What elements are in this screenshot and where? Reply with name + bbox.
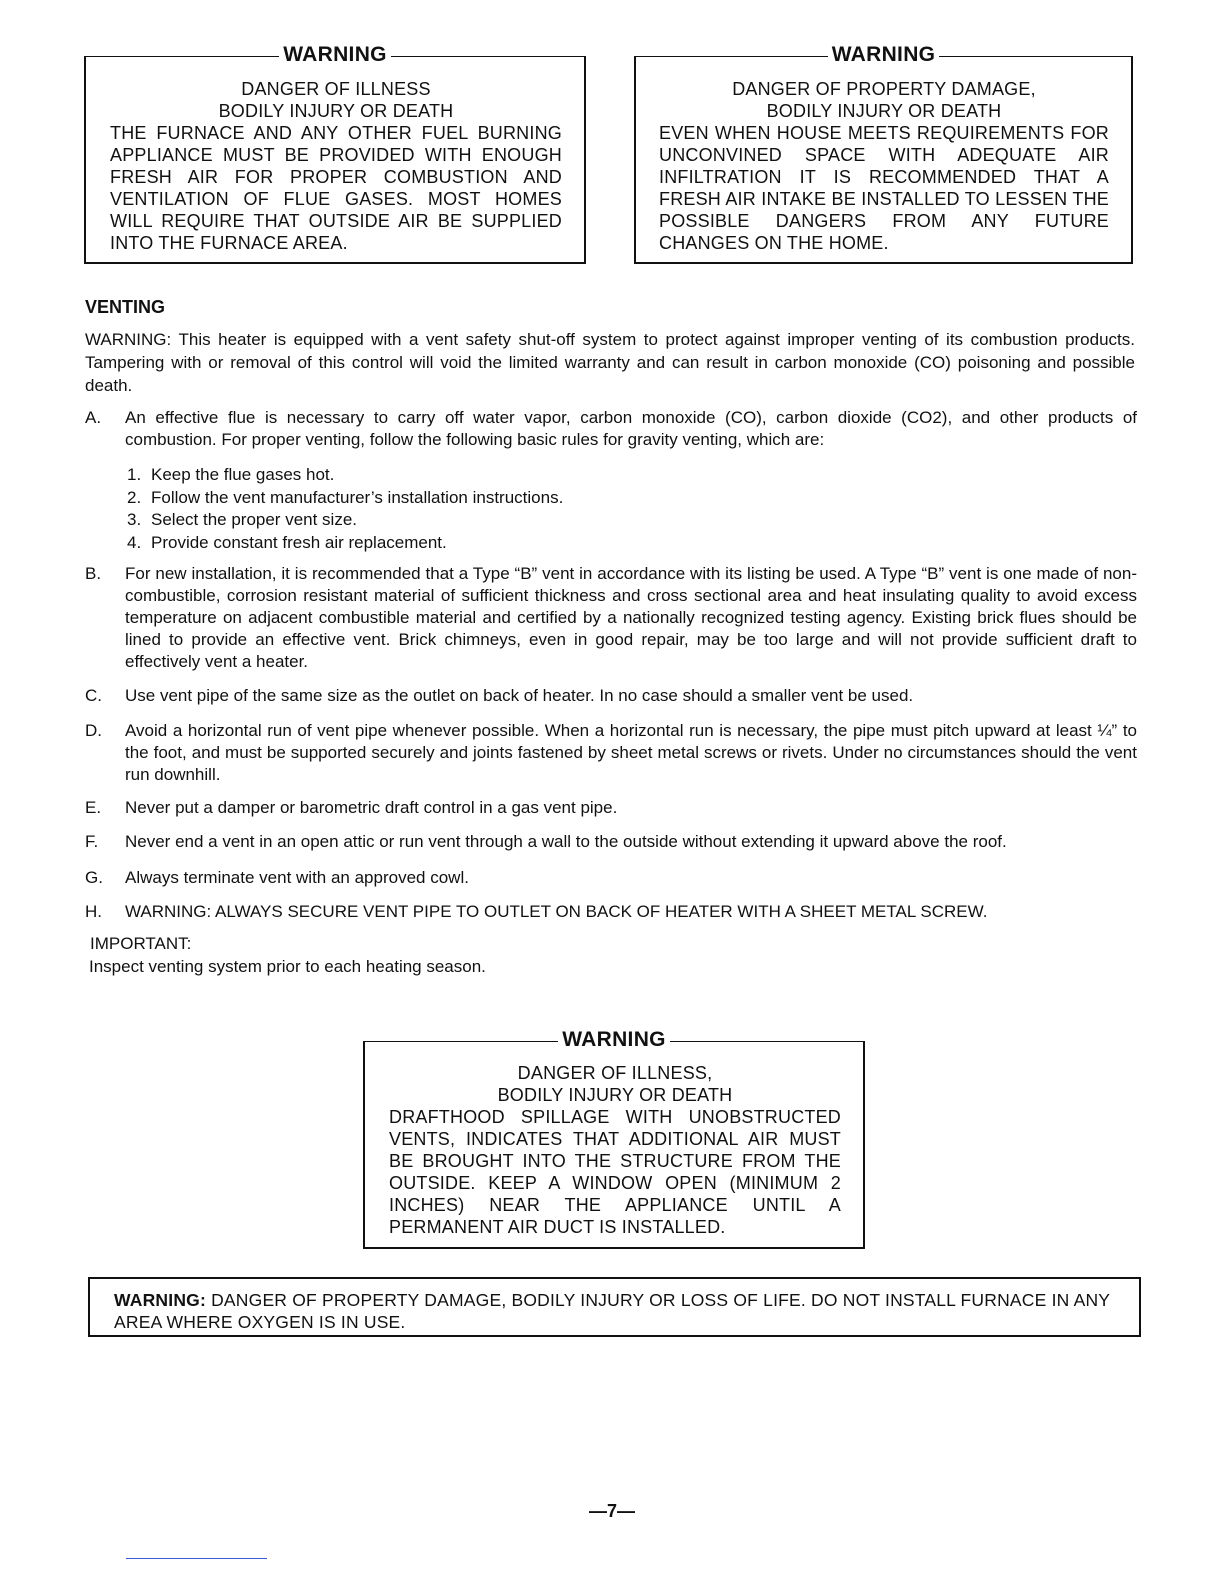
venting-warning-paragraph: WARNING: This heater is equipped with a vent safety shut-off system to protect against improper venting of its combustion products. Tampering with or removal of this control will void the limited warranty and can result in carbon monoxide (CO) poisoning and possible death. <box>85 330 1135 395</box>
list-text: Avoid a horizontal run of vent pipe whenever possible. When a horizontal run is necessary, the pipe must pitch upward at least ¼” to the foot, and must be supported securely and joints fastened by sheet metal screws or rivets. Under no circumstances should the vent run downhill. <box>125 721 1137 784</box>
list-letter: B. <box>85 564 102 583</box>
list-letter: D. <box>85 721 102 740</box>
warning-box-oxygen <box>88 1277 1141 1337</box>
warning-box-drafthood <box>363 1028 865 1249</box>
sub-list-item: 3. Select the proper vent size. <box>127 510 358 529</box>
page-number: —7— <box>588 1501 635 1521</box>
list-text: For new installation, it is recommended that a Type “B” vent in accordance with its listing be used. A Type “B” vent is one made of non-combustible, corrosion resistant material of sufficient thickness and cross sectional area and heat insulating quality to avoid excess temperature on adjacent combustible material and certified by a nationally recognized testing agency. Existing brick flues should be lined to provide an effective vent. Brick chimneys, even in good repair, may be too large and will not provide sufficient draft to effectively vent a heater. <box>125 564 1137 671</box>
sub-list-item: 2. Follow the vent manufacturer’s installation instructions. <box>127 487 564 507</box>
divider <box>126 1558 267 1559</box>
list-letter: C. <box>85 686 102 705</box>
warning-body: THE FURNACE AND ANY OTHER FUEL BURNING APPLIANCE MUST BE PROVIDED WITH ENOUGH FRESH AIR FOR PROPER COMBUSTION AND VENTILATION OF FLUE GASES. MOST HOMES WILL REQUIRE THAT OUTSIDE AIR BE SUPPLIED INTO THE FURNACE AREA. <box>110 123 562 253</box>
warning-subtitle: DANGER OF PROPERTY DAMAGE, <box>732 79 1036 99</box>
important-label: IMPORTANT: <box>90 934 192 953</box>
warning-subtitle: BODILY INJURY OR DEATH <box>218 101 454 121</box>
list-item <box>85 901 1137 923</box>
list-text: An effective flue is necessary to carry off water vapor, carbon monoxide (CO), carbon dioxide (CO2), and other products of combustion. For proper venting, follow the following basic rules for gravity venting, which are: <box>125 408 1137 449</box>
warning-title: WARNING <box>828 43 940 66</box>
list-item <box>85 685 1137 707</box>
sub-list-item: 4. Provide constant fresh air replacement. <box>127 532 447 552</box>
list-text: Always terminate vent with an approved cowl. <box>125 868 469 887</box>
important-text: Inspect venting system prior to each heating season. <box>89 957 486 976</box>
list-item <box>85 831 1137 853</box>
warning-title: WARNING <box>279 43 391 66</box>
warning-subtitle: DANGER OF ILLNESS <box>241 79 431 99</box>
list-letter: F. <box>85 832 99 851</box>
list-letter: E. <box>85 798 102 817</box>
warning-body: EVEN WHEN HOUSE MEETS REQUIREMENTS FOR UNCONVINED SPACE WITH ADEQUATE AIR INFILTRATION IT IS RECOMMENDED THAT A FRESH AIR INTAKE BE INSTALLED TO LESSEN THE POSSIBLE DANGERS FROM ANY FUTURE CHANGES ON THE HOME. <box>659 123 1109 253</box>
sub-list-item: 1. Keep the flue gases hot. <box>127 465 335 484</box>
warning-box-illness <box>84 43 586 264</box>
warning-subtitle: BODILY INJURY OR DEATH <box>497 1085 733 1105</box>
list-text: Never put a damper or barometric draft control in a gas vent pipe. <box>125 798 618 817</box>
warning-body: DANGER OF PROPERTY DAMAGE, BODILY INJURY OR LOSS OF LIFE. DO NOT INSTALL FURNACE IN ANY AREA WHERE OXYGEN IS IN USE. <box>114 1290 1110 1332</box>
list-text: Use vent pipe of the same size as the outlet on back of heater. In no case should a smaller vent be used. <box>125 686 914 705</box>
list-item <box>85 797 1137 819</box>
warning-subtitle: BODILY INJURY OR DEATH <box>766 101 1002 121</box>
section-heading: VENTING <box>85 297 166 317</box>
list-item <box>85 407 1137 451</box>
gravity-venting-rules <box>111 464 563 554</box>
list-letter: H. <box>85 902 102 921</box>
warning-title: WARNING <box>558 1028 670 1051</box>
warning-subtitle: DANGER OF ILLNESS, <box>517 1063 713 1083</box>
list-item <box>85 720 1137 786</box>
warning-body: DRAFTHOOD SPILLAGE WITH UNOBSTRUCTED VENTS, INDICATES THAT ADDITIONAL AIR MUST BE BROUGHT INTO THE STRUCTURE FROM THE OUTSIDE. KEEP A WINDOW OPEN (MINIMUM 2 INCHES) NEAR THE APPLIANCE UNTIL A PERMANENT AIR DUCT IS INSTALLED. <box>389 1107 841 1237</box>
list-item <box>85 867 1137 889</box>
list-text: WARNING: ALWAYS SECURE VENT PIPE TO OUTLET ON BACK OF HEATER WITH A SHEET METAL SCREW. <box>125 902 988 921</box>
list-item <box>85 563 1137 673</box>
warning-box-property <box>634 43 1133 264</box>
list-letter: G. <box>85 868 103 887</box>
warning-label: WARNING: <box>114 1290 207 1310</box>
list-letter: A. <box>85 408 102 427</box>
list-text: Never end a vent in an open attic or run vent through a wall to the outside without extending it upward above the roof. <box>125 832 1007 851</box>
